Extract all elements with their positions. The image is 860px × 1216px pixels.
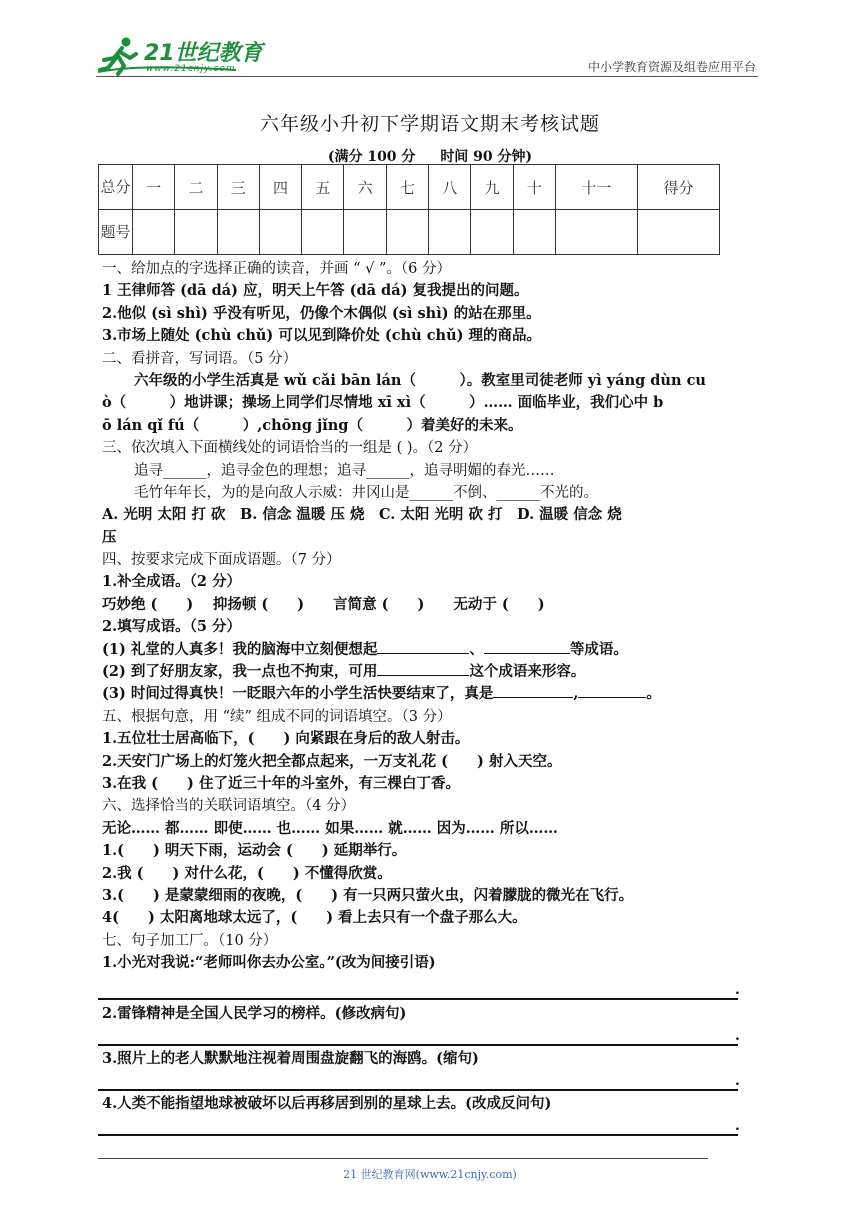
score-cell[interactable] [217, 210, 259, 255]
exam-subtitle [0, 146, 860, 166]
question-line: 4( ) 太阳离地球太远了，( ) 看上去只有一个盘子那么大。 [102, 909, 527, 927]
exam-body-q4 [102, 1093, 767, 1115]
footer-rule [98, 1158, 708, 1159]
question-text: 。 [646, 685, 661, 703]
line-end-dot: . [735, 1118, 740, 1134]
exam-body-q2 [102, 1003, 767, 1025]
section-heading: 四、按要求完成下面成语题。（7 分） [102, 552, 341, 569]
answer-line[interactable] [98, 998, 738, 1000]
footer-text: 21 世纪教育网(www.21cnjy.com) [343, 1168, 517, 1181]
score-cell[interactable] [513, 210, 555, 255]
question-line: 2.他似 (sì shì) 乎没有听见，仍像个木偶似 (sì shì) 的站在那里。 [102, 304, 541, 322]
question-line: 1 王律师答 (dā dá) 应，明天上午答 (dā dá) 复我提出的问题。 [102, 282, 529, 300]
choice-line: 压 [102, 528, 117, 546]
score-cell[interactable] [259, 210, 301, 255]
col-1: 一 [133, 165, 175, 210]
score-cell[interactable] [386, 210, 428, 255]
answer-blank[interactable] [493, 683, 573, 698]
col-2: 二 [175, 165, 217, 210]
section-heading: 五、根据句意，用 “续” 组成不同的词语填空。（3 分） [102, 708, 452, 725]
answer-blank[interactable] [377, 639, 469, 654]
col-8: 八 [429, 165, 471, 210]
word-bank: 无论…… 都…… 即使…… 也…… 如果…… 就…… 因为…… 所以…… [102, 819, 558, 837]
score-row-header [99, 165, 720, 210]
question-line: 2.雷锋精神是全国人民学习的榜样。(修改病句) [102, 1005, 407, 1022]
logo-url: www.21cnjy.com [146, 64, 236, 74]
score-table [98, 164, 720, 255]
exam-body-q3 [102, 1048, 767, 1070]
question-line: 六年级的小学生活真是 wǔ cǎi bān lán（ ）。教室里司徒老师 yì yáng dùn cu [134, 371, 706, 389]
col-7: 七 [386, 165, 428, 210]
score-cell[interactable] [555, 210, 637, 255]
choice-line: A. 光明 太阳 打 砍 B. 信念 温暖 压 烧 C. 太阳 光明 砍 打 D. 温暖 信念 烧 [102, 506, 622, 524]
section-heading: 一、给加点的字选择正确的读音，并画 “ √ ”。（6 分） [102, 261, 451, 277]
col-score: 得分 [637, 165, 719, 210]
col-9: 九 [471, 165, 513, 210]
exam-body [102, 258, 767, 975]
col-5: 五 [302, 165, 344, 210]
score-cell[interactable] [344, 210, 386, 255]
col-10: 十 [513, 165, 555, 210]
question-line: 3.在我 ( ) 住了近三十年的斗室外，有三棵白丁香。 [102, 774, 460, 792]
question-line [102, 683, 767, 705]
score-cell[interactable] [637, 210, 719, 255]
question-line: 1.五位壮士居高临下，( ) 向紧跟在身后的敌人射击。 [102, 730, 470, 748]
answer-line[interactable] [98, 1044, 738, 1046]
answer-blank[interactable] [578, 683, 646, 698]
score-cell[interactable] [302, 210, 344, 255]
question-text: 这个成语来形容。 [469, 663, 586, 681]
subsection-heading: 1.补全成语。（2 分） [102, 573, 242, 591]
answer-line[interactable] [98, 1134, 738, 1136]
answer-blank[interactable] [484, 639, 570, 654]
question-line: 3.市场上随处 (chù chǔ) 可以见到降价处 (chù chǔ) 理的商品。 [102, 327, 542, 345]
answer-line[interactable] [98, 1089, 738, 1091]
score-row-entry [99, 210, 720, 255]
line-end-dot: . [735, 1028, 740, 1044]
question-line: ò（ ）地讲课；操场上同学们尽情地 xī xì（ ）…… 面临毕业，我们心中 b [102, 394, 664, 412]
col-3: 三 [217, 165, 259, 210]
full-marks: (满分 100 分 [327, 149, 416, 165]
section-heading: 三、依次填入下面横线处的词语恰当的一组是 ( )。（2 分） [102, 440, 478, 457]
exam-title: 六年级小升初下学期语文期末考核试题 [259, 113, 600, 135]
question-line: 1.小光对我说:“老师叫你去办公室。”(改为间接引语) [102, 954, 436, 972]
question-line: 2.天安门广场上的灯笼火把全都点起来，一万支礼花 ( ) 射入天空。 [102, 752, 562, 770]
col-4: 四 [259, 165, 301, 210]
row-head-total: 总分 [99, 165, 133, 210]
section-heading: 二、看拼音，写词语。（5 分） [102, 350, 298, 367]
line-end-dot: . [735, 1073, 740, 1089]
score-cell[interactable] [471, 210, 513, 255]
section-heading: 六、选择恰当的关联词语填空。（4 分） [102, 798, 356, 815]
question-line: 3.( ) 是蒙蒙细雨的夜晚，( ) 有一只两只萤火虫，闪着朦胧的微光在飞行。 [102, 886, 634, 904]
score-cell[interactable] [429, 210, 471, 255]
platform-name: 中小学教育资源及组卷应用平台 [587, 60, 756, 74]
question-line: 毛竹年年长，为的是向敌人示威：井冈山是______不倒、______不光的。 [134, 484, 598, 501]
score-cell[interactable] [175, 210, 217, 255]
time-limit: 时间 90 分钟) [440, 149, 533, 165]
question-text: (2) 到了好朋友家，我一点也不拘束，可用 [102, 663, 378, 681]
score-cell[interactable] [133, 210, 175, 255]
separator-text: , [573, 685, 579, 703]
col-11: 十一 [555, 165, 637, 210]
question-line: ō lán qǐ fú（ ）,chōng jǐng（ ）着美好的未来。 [102, 416, 523, 434]
question-line: 3.照片上的老人默默地注视着周围盘旋翻飞的海鸥。(缩句) [102, 1050, 479, 1067]
line-end-dot: . [735, 982, 740, 998]
question-line [102, 639, 767, 661]
section-heading: 七、句子加工厂。（10 分） [102, 932, 278, 949]
question-line: 1.( ) 明天下雨，运动会 ( ) 延期举行。 [102, 842, 407, 860]
question-line: 4.人类不能指望地球被破坏以后再移居到别的星球上去。(改成反问句) [102, 1095, 552, 1112]
question-text: 等成语。 [569, 640, 628, 658]
question-line: 追寻______，追寻金色的理想；追寻______，追寻明媚的春光…… [134, 462, 555, 479]
header-rule [96, 76, 758, 77]
separator-text: 、 [469, 640, 484, 658]
row-head-number: 题号 [99, 210, 133, 255]
question-line: 2.我 ( ) 对什么花，( ) 不懂得欣赏。 [102, 864, 392, 882]
logo-text: 21世纪教育 [144, 41, 263, 66]
question-text: (1) 礼堂的人真多！我的脑海中立刻便想起 [102, 640, 378, 658]
question-text: (3) 时间过得真快！一眨眼六年的小学生活快要结束了，真是 [102, 685, 494, 703]
subsection-heading: 2.填写成语。（5 分） [102, 618, 242, 636]
col-6: 六 [344, 165, 386, 210]
answer-blank[interactable] [377, 661, 469, 676]
question-line: 巧妙绝 ( ) 抑扬顿 ( ) 言简意 ( ) 无动于 ( ) [102, 595, 545, 613]
question-line [102, 661, 767, 683]
